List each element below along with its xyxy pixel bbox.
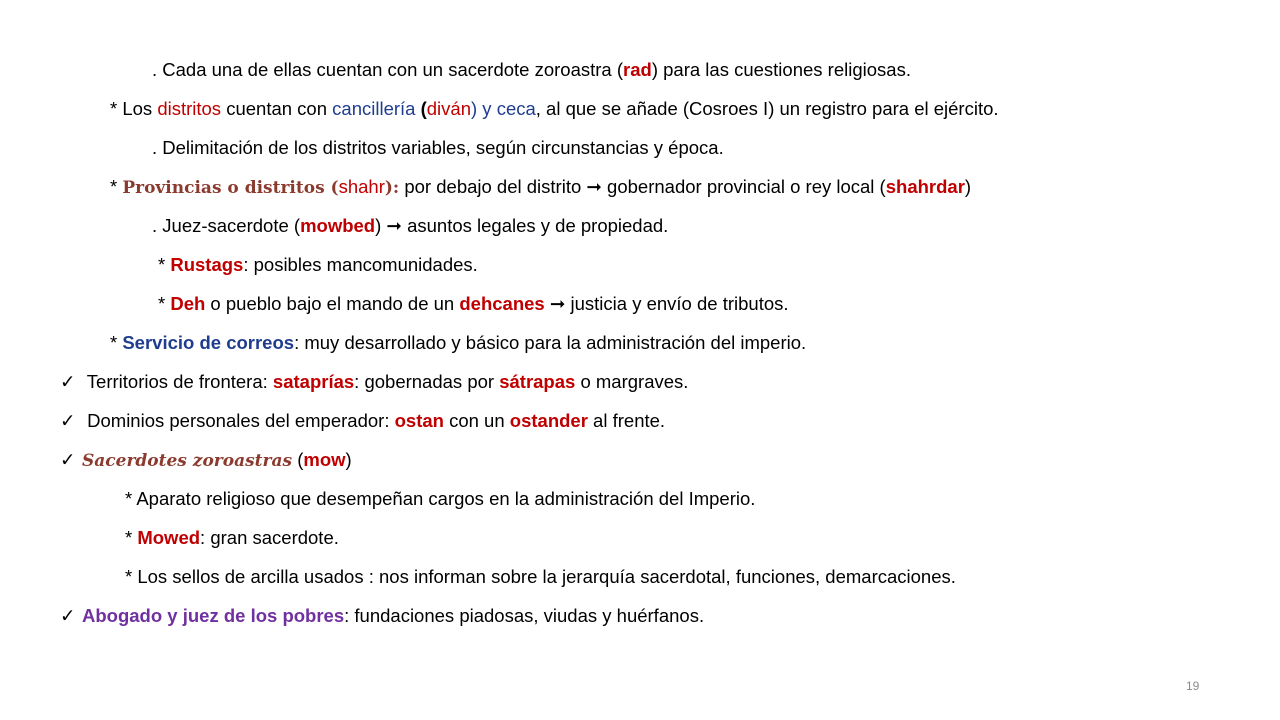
line-deh — [158, 292, 789, 316]
line-aparato-religioso — [125, 487, 755, 511]
text: * Los sellos de arcilla usados : nos informan sobre la jerarquía sacerdotal, funciones, demarcaciones. — [125, 566, 956, 587]
text: * Aparato religioso que desempeñan cargos en la administración del Imperio. — [125, 488, 756, 509]
text: * — [125, 527, 138, 548]
term-abogado-juez: Abogado y juez de los pobres — [82, 605, 345, 626]
text: con un — [443, 410, 510, 431]
text: gobernador provincial o rey local ( — [601, 176, 886, 197]
text: asuntos legales y de propiedad. — [401, 215, 669, 236]
line-dominios-personales — [60, 409, 665, 433]
term-dehcanes: dehcanes — [459, 293, 545, 314]
text: : muy desarrollado y básico para la administración del imperio. — [294, 332, 807, 353]
arrow-icon: ➞ — [586, 176, 602, 197]
text: : gobernadas por — [354, 371, 500, 392]
term-mowbed: mowbed — [300, 215, 376, 236]
line-delimitacion — [152, 136, 724, 160]
term-sacerdotes-zoroastras: Sacerdotes zoroastras — [82, 451, 293, 471]
text: ) y — [471, 98, 497, 119]
term-cancilleria: cancillería — [332, 98, 416, 119]
term-deh: Deh — [170, 293, 206, 314]
text: ) — [345, 449, 352, 470]
text: por debajo del distrito — [399, 176, 587, 197]
line-sellos-arcilla — [125, 565, 956, 589]
text: : gran sacerdote. — [200, 527, 339, 548]
line-juez-sacerdote — [152, 214, 668, 238]
checkmark-icon: ✓ — [60, 449, 76, 470]
term-divan: diván — [426, 98, 471, 119]
term-shahr: shahr — [338, 176, 385, 197]
text: * — [110, 332, 123, 353]
text: , al que se añade (Cosroes I) un registro para el ejército. — [535, 98, 999, 119]
term-rustags: Rustags — [170, 254, 244, 275]
text: ( — [292, 449, 304, 470]
term-provincias: Provincias o distritos ( — [122, 178, 339, 198]
line-territorios-frontera — [60, 370, 688, 394]
page-number: 19 — [1186, 679, 1200, 693]
checkmark-icon: ✓ — [60, 605, 76, 626]
arrow-icon: ➞ — [386, 215, 402, 236]
text: . Juez-sacerdote ( — [152, 215, 301, 236]
arrow-icon: ➞ — [544, 293, 566, 314]
line-rustags — [158, 253, 478, 277]
term-satrapas: sátrapas — [499, 371, 576, 392]
term-ostan: ostan — [394, 410, 444, 431]
checkmark-icon: ✓ — [60, 371, 76, 392]
term-mowed: Mowed — [137, 527, 201, 548]
line-abogado-juez — [60, 604, 704, 628]
text: o pueblo bajo el mando de un — [205, 293, 460, 314]
text: cuentan con — [221, 98, 333, 119]
text: * Los — [110, 98, 158, 119]
text: o margraves. — [575, 371, 689, 392]
text: Territorios de frontera: — [82, 371, 273, 392]
text: * — [110, 176, 123, 197]
checkmark-icon: ✓ — [60, 410, 76, 431]
text: . Cada una de ellas cuentan con un sacerdote zoroastra ( — [152, 59, 624, 80]
text: . Delimitación de los distritos variables, según circunstancias y época. — [152, 137, 724, 158]
text: ): — [384, 178, 400, 198]
term-ceca: ceca — [496, 98, 536, 119]
line-sacerdotes-zoroastras — [60, 448, 352, 473]
line-provincias — [110, 175, 971, 200]
text: ) para las cuestiones religiosas. — [651, 59, 911, 80]
term-sataprias: sataprías — [272, 371, 355, 392]
text: al frente. — [587, 410, 666, 431]
line-sacerdote-rad — [152, 58, 911, 82]
line-mowed — [125, 526, 339, 550]
line-distritos — [110, 97, 999, 121]
text: * — [158, 293, 171, 314]
text: ) — [375, 215, 387, 236]
text: : posibles mancomunidades. — [243, 254, 478, 275]
text: ( — [415, 98, 427, 119]
term-shahrdar: shahrdar — [885, 176, 965, 197]
term-distritos: distritos — [157, 98, 222, 119]
text: Dominios personales del emperador: — [82, 410, 395, 431]
text: ) — [964, 176, 972, 197]
term-servicio-correos: Servicio de correos — [122, 332, 295, 353]
text: justicia y envío de tributos. — [565, 293, 789, 314]
term-ostander: ostander — [509, 410, 588, 431]
line-servicio-correos — [110, 331, 806, 355]
term-rad: rad — [623, 59, 652, 80]
term-mow: mow — [303, 449, 346, 470]
text: : fundaciones piadosas, viudas y huérfanos. — [344, 605, 705, 626]
text: * — [158, 254, 171, 275]
